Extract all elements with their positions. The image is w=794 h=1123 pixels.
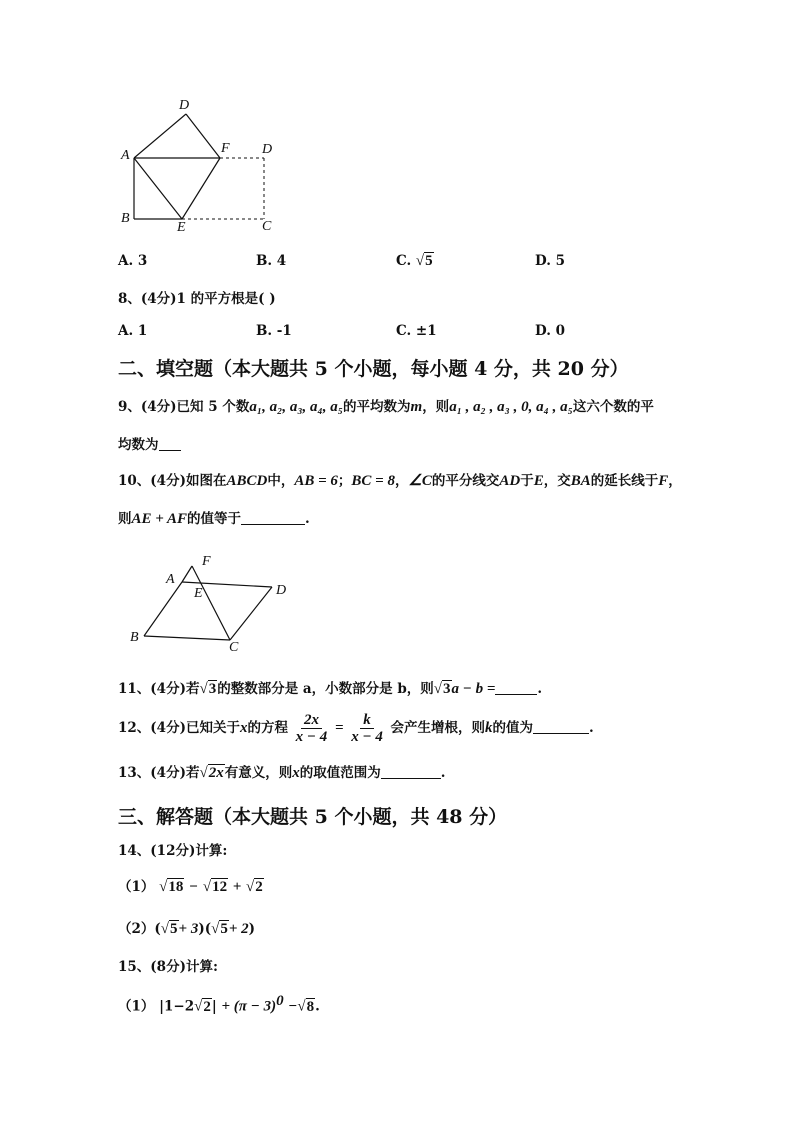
label-c: C	[262, 219, 272, 234]
q7-option-a: A. 3	[118, 253, 148, 269]
q12-answer-blank	[533, 719, 589, 734]
q11-answer-blank	[495, 680, 537, 695]
q9-line-1: 9、(4分)已知 5 个数a₁, a₂, a₃, a₄, a₅的平均数为m，则a₁ , a₂ , a₃ , 0, a₄ , a₅这六个数的平	[118, 399, 654, 415]
q12-fraction-left: $\frac{2x}{x - 4}$	[295, 712, 328, 745]
q7-option-c-radicand: 5	[425, 253, 433, 269]
figure-fold-square	[110, 98, 300, 238]
q8-option-a: A. 1	[118, 323, 148, 339]
q7-option-b: B. 4	[256, 253, 287, 269]
label-b: B	[121, 211, 130, 226]
q13-answer-blank	[381, 764, 441, 779]
q9-vars-2: a₁ , a₂ , a₃ , 0, a₄ , a₅	[449, 399, 573, 415]
label-d-top: D	[179, 98, 190, 113]
q8-stem: 8、(4分)1 的平方根是( )	[118, 291, 276, 307]
label-f: F	[221, 141, 230, 156]
q14-part-1: （1） √18 − √12 + √2	[118, 879, 263, 895]
q8-option-d: D. 0	[535, 323, 566, 339]
q9-answer-blank	[159, 436, 181, 451]
q11-line: 11、(4分)若√3的整数部分是 a，小数部分是 b，则√3a − b = .	[118, 681, 543, 697]
label-a: A	[166, 572, 175, 587]
label-c: C	[229, 640, 239, 655]
q7-option-c: C. √5	[396, 253, 433, 269]
section-3-title: 三、解答题（本大题共 5 个小题，共 48 分）	[118, 806, 508, 828]
label-d-right: D	[262, 142, 273, 157]
section-2-title: 二、填空题（本大题共 5 个小题，每小题 4 分，共 20 分）	[118, 358, 629, 380]
q12-line: 12、(4分)已知关于x的方程 $\frac{2x}{x - 4}$ = $\frac{k}{x - 4}$ 会产生增根，则k的值为 .	[118, 712, 594, 745]
q13-line: 13、(4分)若√2x有意义，则x的取值范围为 .	[118, 765, 446, 781]
q10-line-1: 10、(4分)如图在ABCD中，AB = 6；BC = 8，∠C的平分线交AD于E，交BA的延长线于F，	[118, 473, 682, 489]
q12-fraction-right: $\frac{k}{x - 4}$	[351, 712, 383, 745]
q7-option-d: D. 5	[535, 253, 566, 269]
fold-figure-svg	[110, 98, 300, 238]
figure-parallelogram	[124, 554, 294, 658]
label-d: D	[276, 583, 287, 598]
label-a: A	[121, 148, 130, 163]
q14-stem: 14、(12分)计算:	[118, 843, 228, 859]
q9-m: m	[410, 399, 423, 415]
q15-stem: 15、(8分)计算:	[118, 959, 218, 975]
label-b: B	[130, 630, 139, 645]
q10-answer-blank	[241, 510, 305, 525]
q14-part-2: （2）(√5+ 3)(√5+ 2)	[118, 921, 256, 937]
label-e: E	[177, 220, 186, 235]
label-f: F	[202, 554, 211, 569]
label-e: E	[194, 586, 203, 601]
q8-option-c: C. ±1	[396, 323, 437, 339]
q8-option-b: B. -1	[256, 323, 292, 339]
q9-line-2: 均数为	[118, 436, 181, 454]
q15-part-1: （1） $|1-2√2| + (\pi - 3)^0 -√8$.	[118, 993, 320, 1015]
q9-vars-1: a₁, a₂, a₃, a₄, a₅	[249, 399, 344, 415]
q10-line-2: 则AE + AF的值等于 .	[118, 511, 310, 527]
